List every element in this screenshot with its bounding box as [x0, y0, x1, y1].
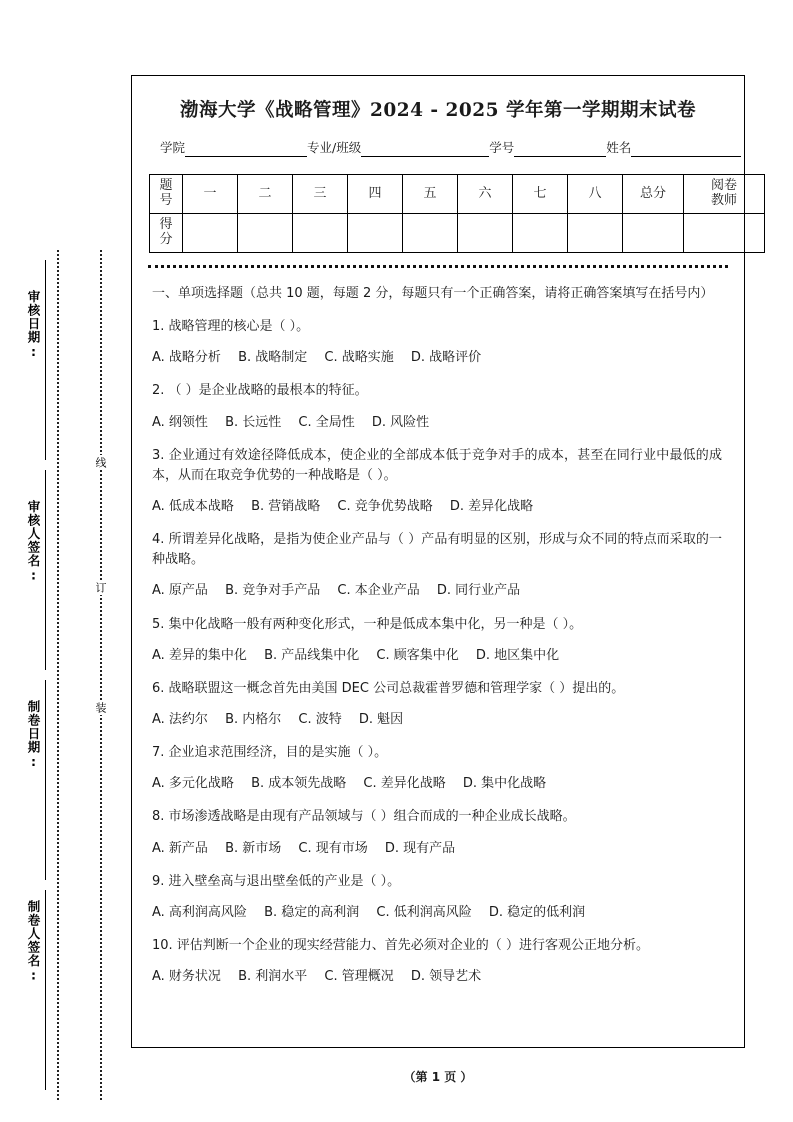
option-4-d[interactable]: D. 同行业产品: [436, 583, 521, 599]
option-2-b[interactable]: B. 长远性: [225, 414, 282, 430]
question-options-8: [152, 839, 722, 859]
score-cell-grader[interactable]: [684, 214, 765, 253]
option-8-c[interactable]: C. 现有市场: [298, 840, 368, 856]
option-3-a[interactable]: A. 低成本战略: [152, 498, 234, 514]
score-cell-total[interactable]: [623, 214, 684, 253]
margin-rule-4: [45, 890, 46, 1090]
option-7-d[interactable]: D. 集中化战略: [462, 776, 547, 792]
option-10-c[interactable]: C. 管理概况: [324, 969, 394, 985]
option-10-d[interactable]: D. 领导艺术: [410, 969, 482, 985]
student-info-row: [160, 138, 726, 157]
field-major-class-input[interactable]: [361, 142, 489, 157]
option-6-d[interactable]: D. 魁因: [358, 711, 404, 727]
score-table-row-header-score-char2: 分: [159, 232, 173, 247]
page-title: 渤海大学《战略管理》2024 - 2025 学年第一学期期末试卷: [180, 100, 696, 121]
field-student-id-label: 学号: [489, 140, 515, 155]
field-name: [606, 138, 741, 157]
score-table-col-grader-line1: 阅卷: [710, 178, 737, 194]
option-1-a[interactable]: A. 战略分析: [152, 350, 221, 366]
exam-paper-frame: [131, 75, 745, 1048]
table-row-scores: [150, 214, 765, 253]
option-1-b[interactable]: B. 战略制定: [238, 350, 308, 366]
question-stem-9: 9. 进入壁垒高与退出壁垒低的产业是（ ）。: [152, 873, 401, 889]
score-table-col-4: 四: [348, 175, 403, 214]
option-8-d[interactable]: D. 现有产品: [384, 840, 456, 856]
score-cell-6[interactable]: [458, 214, 513, 253]
section-heading: 一、单项选择题（总共 10 题，每题 2 分，每题只有一个正确答案，请将正确答案填写在括号内）: [152, 286, 714, 301]
option-7-b[interactable]: B. 成本领先战略: [251, 776, 347, 792]
score-table-col-6: 六: [458, 175, 513, 214]
question-options-10: [152, 967, 722, 987]
question-options-1: [152, 348, 722, 368]
question-stem-7: 7. 企业追求范围经济，目的是实施（ ）。: [152, 745, 388, 761]
option-3-d[interactable]: D. 差异化战略: [449, 498, 534, 514]
question-options-4: [152, 581, 722, 601]
option-8-b[interactable]: B. 新市场: [225, 840, 282, 856]
option-4-a[interactable]: A. 原产品: [152, 583, 208, 599]
option-9-a[interactable]: A. 高利润高风险: [152, 904, 247, 920]
score-table-col-1: 一: [183, 175, 238, 214]
option-6-a[interactable]: A. 法约尔: [152, 711, 208, 727]
question-stem-8: 8. 市场渗透战略是由现有产品领域与（ ）组合而成的一种企业成长战略。: [152, 809, 576, 825]
field-major-class-label: 专业/班级: [307, 140, 362, 155]
score-cell-1[interactable]: [183, 214, 238, 253]
option-9-b[interactable]: B. 稳定的高利润: [264, 904, 360, 920]
score-table: [149, 174, 765, 253]
option-5-a[interactable]: A. 差异的集中化: [152, 647, 247, 663]
table-row-question-numbers: [150, 175, 765, 214]
option-1-d[interactable]: D. 战略评价: [410, 350, 482, 366]
option-1-c[interactable]: C. 战略实施: [324, 350, 394, 366]
score-cell-3[interactable]: [293, 214, 348, 253]
field-college: [160, 138, 307, 157]
score-table-row-header-score-char1: 得: [159, 217, 173, 233]
score-table-row-header-score: [150, 214, 183, 253]
margin-rule-3: [45, 680, 46, 880]
option-3-b[interactable]: B. 营销战略: [251, 498, 321, 514]
binding-dotted-line-outer: [100, 250, 102, 1100]
score-cell-7[interactable]: [513, 214, 568, 253]
margin-rule-2: [45, 470, 46, 670]
field-student-id-input[interactable]: [514, 142, 606, 157]
score-table-col-5: 五: [403, 175, 458, 214]
option-6-c[interactable]: C. 波特: [298, 711, 342, 727]
option-7-a[interactable]: A. 多元化战略: [152, 776, 234, 792]
question-stem-4: 4. 所谓差异化战略，是指为使企业产品与（ ）产品有明显的区别，形成与众不同的特点而采取的一种战略。: [152, 532, 722, 568]
option-4-b[interactable]: B. 竞争对手产品: [225, 583, 321, 599]
score-table-row-header-qno-char2: 号: [159, 193, 173, 208]
margin-rule-1: [45, 260, 46, 460]
score-table-row-header-qno: [150, 175, 183, 214]
option-6-b[interactable]: B. 内格尔: [225, 711, 282, 727]
question-stem-10: 10. 评估判断一个企业的现实经营能力、首先必须对企业的（ ）进行客观公正地分析。: [152, 937, 649, 953]
binding-dotted-line-inner: [57, 250, 59, 1100]
margin-label-review-date: 审核日期:: [26, 290, 41, 360]
score-cell-4[interactable]: [348, 214, 403, 253]
score-table-col-grader-line2: 教师: [710, 193, 737, 208]
score-cell-2[interactable]: [238, 214, 293, 253]
score-table-col-3: 三: [293, 175, 348, 214]
question-options-9: [152, 903, 722, 923]
page-footer: （第 1 页 ）: [403, 1070, 473, 1084]
option-4-c[interactable]: C. 本企业产品: [337, 583, 420, 599]
question-stem-1: 1. 战略管理的核心是（ ）。: [152, 319, 310, 335]
score-table-row-header-qno-char1: 题: [159, 178, 173, 194]
option-8-a[interactable]: A. 新产品: [152, 840, 208, 856]
option-5-b[interactable]: B. 产品线集中化: [264, 647, 360, 663]
question-stem-3: 3. 企业通过有效途径降低成本，使企业的全部成本低于竞争对手的成本，甚至在同行业中最低的成本，从而在取竞争优势的一种战略是（ ）。: [152, 447, 722, 483]
score-table-col-2: 二: [238, 175, 293, 214]
field-name-input[interactable]: [631, 142, 741, 157]
option-5-c[interactable]: C. 顾客集中化: [376, 647, 459, 663]
option-3-c[interactable]: C. 竞争优势战略: [337, 498, 433, 514]
score-table-col-grader: [684, 175, 765, 214]
field-college-label: 学院: [160, 140, 186, 155]
binding-char-bind: 订: [94, 582, 107, 593]
question-stem-2: 2. （ ）是企业战略的最根本的特征。: [152, 383, 368, 399]
score-table-col-7: 七: [513, 175, 568, 214]
field-student-id: [489, 138, 606, 157]
binding-margin: [0, 0, 131, 1122]
score-cell-5[interactable]: [403, 214, 458, 253]
question-options-2: [152, 413, 722, 433]
option-9-d[interactable]: D. 稳定的低利润: [488, 904, 586, 920]
binding-char-line: 线: [94, 457, 107, 468]
margin-label-prepare-date: 制卷日期:: [26, 700, 41, 770]
score-table-col-8: 八: [568, 175, 623, 214]
field-major-class: [307, 138, 489, 157]
option-2-a[interactable]: A. 纲领性: [152, 414, 208, 430]
question-options-5: [152, 646, 722, 666]
margin-label-preparer-signature: 制卷人签名:: [26, 900, 41, 984]
option-2-d[interactable]: D. 风险性: [371, 414, 430, 430]
option-7-c[interactable]: C. 差异化战略: [363, 776, 446, 792]
option-5-d[interactable]: D. 地区集中化: [475, 647, 560, 663]
option-2-c[interactable]: C. 全局性: [298, 414, 355, 430]
score-table-col-total: 总分: [623, 175, 684, 214]
question-options-3: [152, 497, 722, 517]
field-name-label: 姓名: [606, 140, 632, 155]
binding-char-pack: 装: [94, 702, 107, 713]
option-10-a[interactable]: A. 财务状况: [152, 969, 221, 985]
section-divider: [148, 265, 728, 268]
score-table-wrapper: [149, 174, 737, 253]
option-9-c[interactable]: C. 低利润高风险: [376, 904, 472, 920]
question-body: [152, 284, 722, 987]
score-cell-8[interactable]: [568, 214, 623, 253]
question-stem-5: 5. 集中化战略一般有两种变化形式，一种是低成本集中化，另一种是（ ）。: [152, 616, 583, 632]
margin-label-reviewer-signature: 审核人签名:: [26, 500, 41, 584]
question-options-7: [152, 774, 722, 794]
field-college-input[interactable]: [185, 142, 307, 157]
question-options-6: [152, 710, 722, 730]
question-stem-6: 6. 战略联盟这一概念首先由美国 DEC 公司总裁霍普罗德和管理学家（ ）提出的。: [152, 680, 625, 696]
option-10-b[interactable]: B. 利润水平: [238, 969, 308, 985]
